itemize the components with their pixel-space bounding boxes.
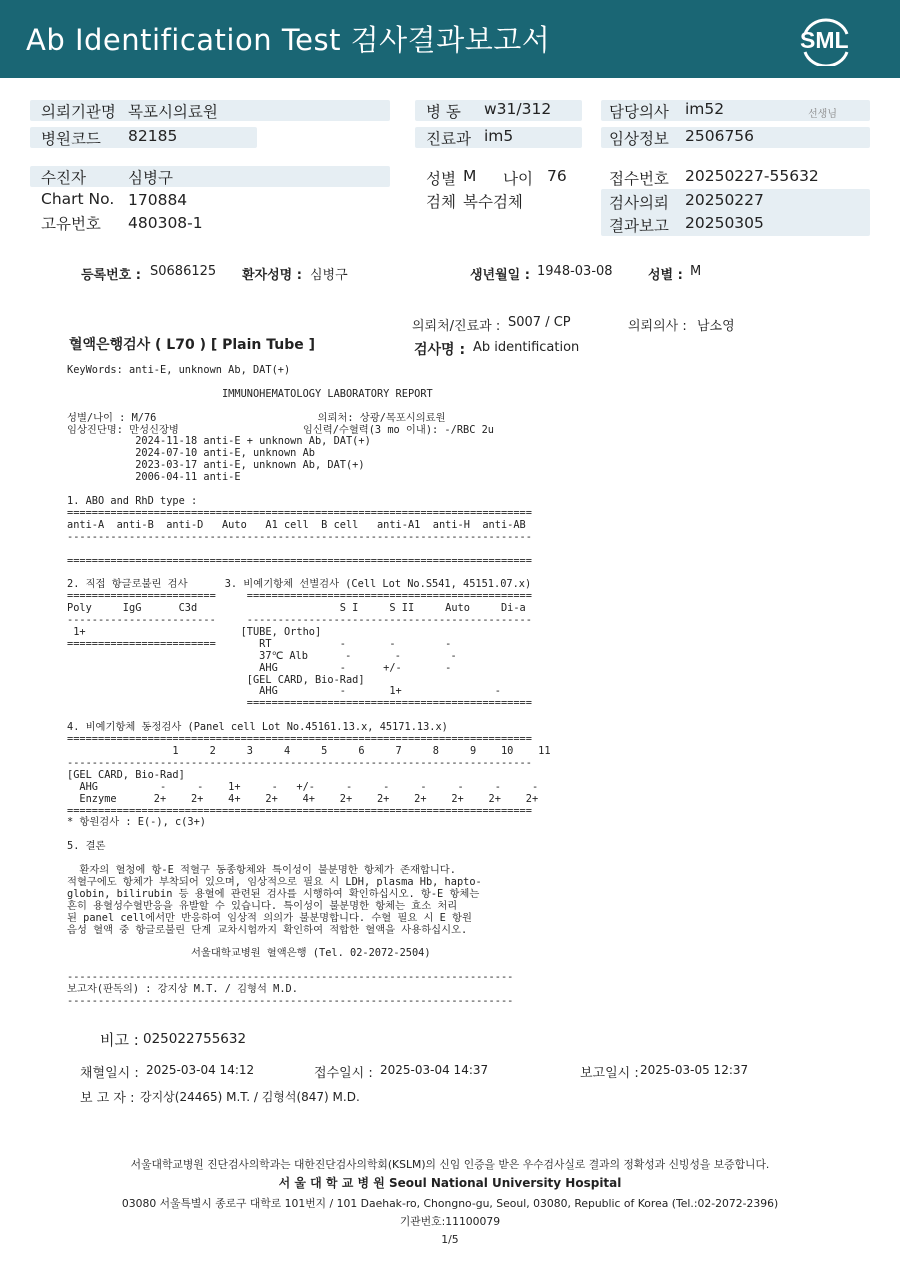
footer-cert: 서울대학교병원 진단검사의학과는 대한진단검사의학회(KSLM)의 신임 인증을 받은 우수검사실로 결과의 정확성과 신빙성을 보증합니다. xyxy=(130,1158,770,1171)
report-line: 37℃ Alb - - - xyxy=(67,649,457,662)
report-line: =========================================================================== xyxy=(67,506,532,519)
report-line: 보고자(판독의) : 강지상 M.T. / 김형석 M.D. xyxy=(67,983,298,996)
value-patient: 심병구 xyxy=(128,169,173,187)
referrer-label: 의뢰처/진료과 : xyxy=(412,319,501,334)
value-age: 76 xyxy=(547,167,567,185)
report-line: =========================================================================== xyxy=(67,554,532,567)
test-title: 혈액은행검사 ( L70 ) [ Plain Tube ] xyxy=(69,337,316,353)
referrer-value: S007 / CP xyxy=(508,315,571,330)
label-patient: 수진자 xyxy=(41,169,86,187)
remarks-label: 비고 : xyxy=(100,1031,139,1049)
report-line xyxy=(67,401,547,413)
report-line: AHG - - 1+ - +/- - - - - - - xyxy=(67,780,539,793)
report-line: 4. 비예기항체 동정검사 (Panel cell Lot No.45161.13.x, 45171.13.x) xyxy=(67,721,448,734)
footer-hospital: 서 울 대 학 교 병 원 Seoul National University Hospital xyxy=(278,1176,622,1190)
receive-label: 접수일시 : xyxy=(314,1066,373,1081)
report-line: ------------------------ ---------------------------------------------- xyxy=(67,614,532,627)
report-line: ======================== RT - - - xyxy=(67,637,452,650)
report-line: anti-A anti-B anti-D Auto A1 cell B cell anti-A1 anti-H anti-AB xyxy=(67,518,526,531)
report-line: AHG - +/- - xyxy=(67,661,452,674)
report-line: 서울대학교병원 혈액은행 (Tel. 02-2072-2504) xyxy=(67,947,431,960)
value-department: im5 xyxy=(484,127,514,145)
report-line: 음성 혈액 중 항글로불린 단계 교차시험까지 확인하여 적합한 혈액을 사용하십시오. xyxy=(67,923,468,936)
report-line xyxy=(67,829,547,841)
report-line: ============================================== xyxy=(67,697,532,710)
value-doctor: im52 xyxy=(685,100,725,118)
label-specimen: 검체 xyxy=(426,193,456,211)
label-age: 나이 xyxy=(503,170,533,188)
report-line: ======================== ============================================== xyxy=(67,590,532,603)
report-line: 1+ [TUBE, Ortho] xyxy=(67,625,322,638)
label-ward: 병 동 xyxy=(426,103,461,121)
report-line: 2. 직접 항글로불린 검사 3. 비예기항체 선별검사 (Cell Lot No.S541, 45151.07.x) xyxy=(67,578,532,591)
label-request-date: 검사의뢰 xyxy=(609,194,669,212)
report-line: 흔히 용혈성수혈반응을 유발할 수 있습니다. 특이성이 불분명한 항체는 효소 처리 xyxy=(67,899,458,912)
dob-label: 생년월일 : xyxy=(470,268,530,283)
report-line: 2024-07-10 anti-E, unknown Ab xyxy=(67,447,315,460)
sml-logo-text: SML xyxy=(800,27,849,53)
label-department: 진료과 xyxy=(426,130,471,148)
patient-name-value: 심병구 xyxy=(310,268,348,283)
reporter-label: 보 고 자 : xyxy=(80,1091,135,1106)
ref-doctor-label: 의뢰의사 : xyxy=(628,319,687,334)
report-line: 1 2 3 4 5 6 7 8 9 10 11 xyxy=(67,745,551,757)
label-sex: 성별 xyxy=(426,170,456,188)
page-title: Ab Identification Test 검사결과보고서 xyxy=(26,23,551,57)
label-clinical-info: 임상정보 xyxy=(609,130,669,148)
report-line xyxy=(67,544,547,556)
label-unique-no: 고유번호 xyxy=(41,215,101,233)
report-line: =========================================================================== xyxy=(67,804,532,817)
report-line: 2006-04-11 anti-E xyxy=(67,471,241,484)
value-specimen: 복수검체 xyxy=(463,193,523,211)
patient-name-label: 환자성명 : xyxy=(242,268,302,283)
report-line: 5. 결론 xyxy=(67,840,106,853)
dob-value: 1948-03-08 xyxy=(537,264,613,279)
report-line: AHG - 1+ - xyxy=(67,685,501,698)
reg-sex-label: 성별 : xyxy=(648,268,683,283)
footer-address: 03080 서울특별시 종로구 대학로 101번지 / 101 Daehak-ro, Chongno-gu, Seoul, 03080, Republic of Korea (Tel.:02-2072-2396) xyxy=(121,1197,779,1210)
test-name-value: Ab identification xyxy=(473,340,580,355)
receive-value: 2025-03-04 14:37 xyxy=(380,1063,489,1077)
label-hospital-code: 병원코드 xyxy=(41,130,101,148)
report-line: 성별/나이 : M/76 의뢰처: 상광/목포시의료원 xyxy=(67,411,446,424)
value-ward: w31/312 xyxy=(484,100,552,118)
value-reception-no: 20250227-55632 xyxy=(685,167,819,185)
value-report-date: 20250305 xyxy=(685,214,764,232)
value-chart-no: 170884 xyxy=(128,191,188,209)
label-reception-no: 접수번호 xyxy=(609,170,669,188)
report-line: --------------------------------------------------------------------------- xyxy=(67,756,532,769)
report-line: ------------------------------------------------------------------------ xyxy=(67,995,514,1008)
label-chart-no: Chart No. xyxy=(41,190,115,208)
report-line: 1. ABO and RhD type : xyxy=(67,494,198,507)
lab-report xyxy=(67,364,551,1008)
collect-label: 채혈일시 : xyxy=(80,1066,139,1081)
report-line: =========================================================================== xyxy=(67,733,532,746)
reporter-value: 강지상(24465) M.T. / 김형석(847) M.D. xyxy=(140,1090,360,1104)
report-line: Enzyme 2+ 2+ 4+ 2+ 4+ 2+ 2+ 2+ 2+ 2+ 2+ xyxy=(67,792,539,805)
report-time-value: 2025-03-05 12:37 xyxy=(640,1063,749,1077)
label-institution: 의뢰기관명 xyxy=(41,103,116,121)
report-line: 적혈구에도 항체가 부착되어 있으며, 임상적으로 필요 시 LDH, plasma Hb, hapto- xyxy=(67,875,482,888)
report-line: IMMUNOHEMATOLOGY LABORATORY REPORT xyxy=(67,387,433,400)
collect-value: 2025-03-04 14:12 xyxy=(146,1063,255,1077)
report-line: 환자의 혈청에 항-E 적혈구 동종항체와 특이성이 불분명한 항체가 존재합니다. xyxy=(67,864,456,877)
report-line: 된 panel cell에서만 반응하여 임상적 의의가 불분명합니다. 수혈 필요 시 E 항원 xyxy=(67,911,472,924)
value-unique-no: 480308-1 xyxy=(128,214,203,232)
reg-sex-value: M xyxy=(690,264,702,279)
report-line: KeyWords: anti-E, unknown Ab, DAT(+) xyxy=(67,364,291,376)
value-hospital-code: 82185 xyxy=(128,127,178,145)
label-doctor: 담당의사 xyxy=(609,103,669,121)
page-number: 1/5 xyxy=(441,1233,459,1246)
report-line: ------------------------------------------------------------------------ xyxy=(67,971,514,984)
report-line: [GEL CARD, Bio-Rad] xyxy=(67,768,185,781)
value-sex: M xyxy=(463,167,477,185)
reg-label: 등록번호 : xyxy=(81,268,141,283)
label-report-date: 결과보고 xyxy=(609,217,669,235)
report-line: globin, bilirubin 등 용혈에 관련된 검사를 시행하여 확인하십시오. 항-E 항체는 xyxy=(67,887,480,900)
value-clinical-info: 2506756 xyxy=(685,127,755,145)
footer-org-no: 기관번호:11100079 xyxy=(399,1215,501,1228)
value-doctor-suffix: 선생님 xyxy=(808,109,837,120)
report-line: Poly IgG C3d S I S II Auto Di-a xyxy=(67,602,526,615)
reg-value: S0686125 xyxy=(150,264,217,279)
value-institution: 목포시의료원 xyxy=(128,103,218,121)
value-request-date: 20250227 xyxy=(685,191,764,209)
report-line: 임상진단명: 만성신장병 임신력/수혈력(3 mo 이내): -/RBC 2u xyxy=(67,423,495,436)
report-line: 2023-03-17 anti-E, unknown Ab, DAT(+) xyxy=(67,459,365,472)
ref-doctor-value: 남소영 xyxy=(697,319,735,334)
remarks-value: 025022755632 xyxy=(143,1031,247,1047)
report-line: --------------------------------------------------------------------------- xyxy=(67,530,532,543)
test-name-label: 검사명 : xyxy=(414,342,466,358)
report-time-label: 보고일시 : xyxy=(580,1066,639,1081)
report-line: [GEL CARD, Bio-Rad] xyxy=(67,673,365,686)
report-line: 2024-11-18 anti-E + unknown Ab, DAT(+) xyxy=(67,435,371,448)
report-line: * 항원검사 : E(-), c(3+) xyxy=(67,816,206,829)
